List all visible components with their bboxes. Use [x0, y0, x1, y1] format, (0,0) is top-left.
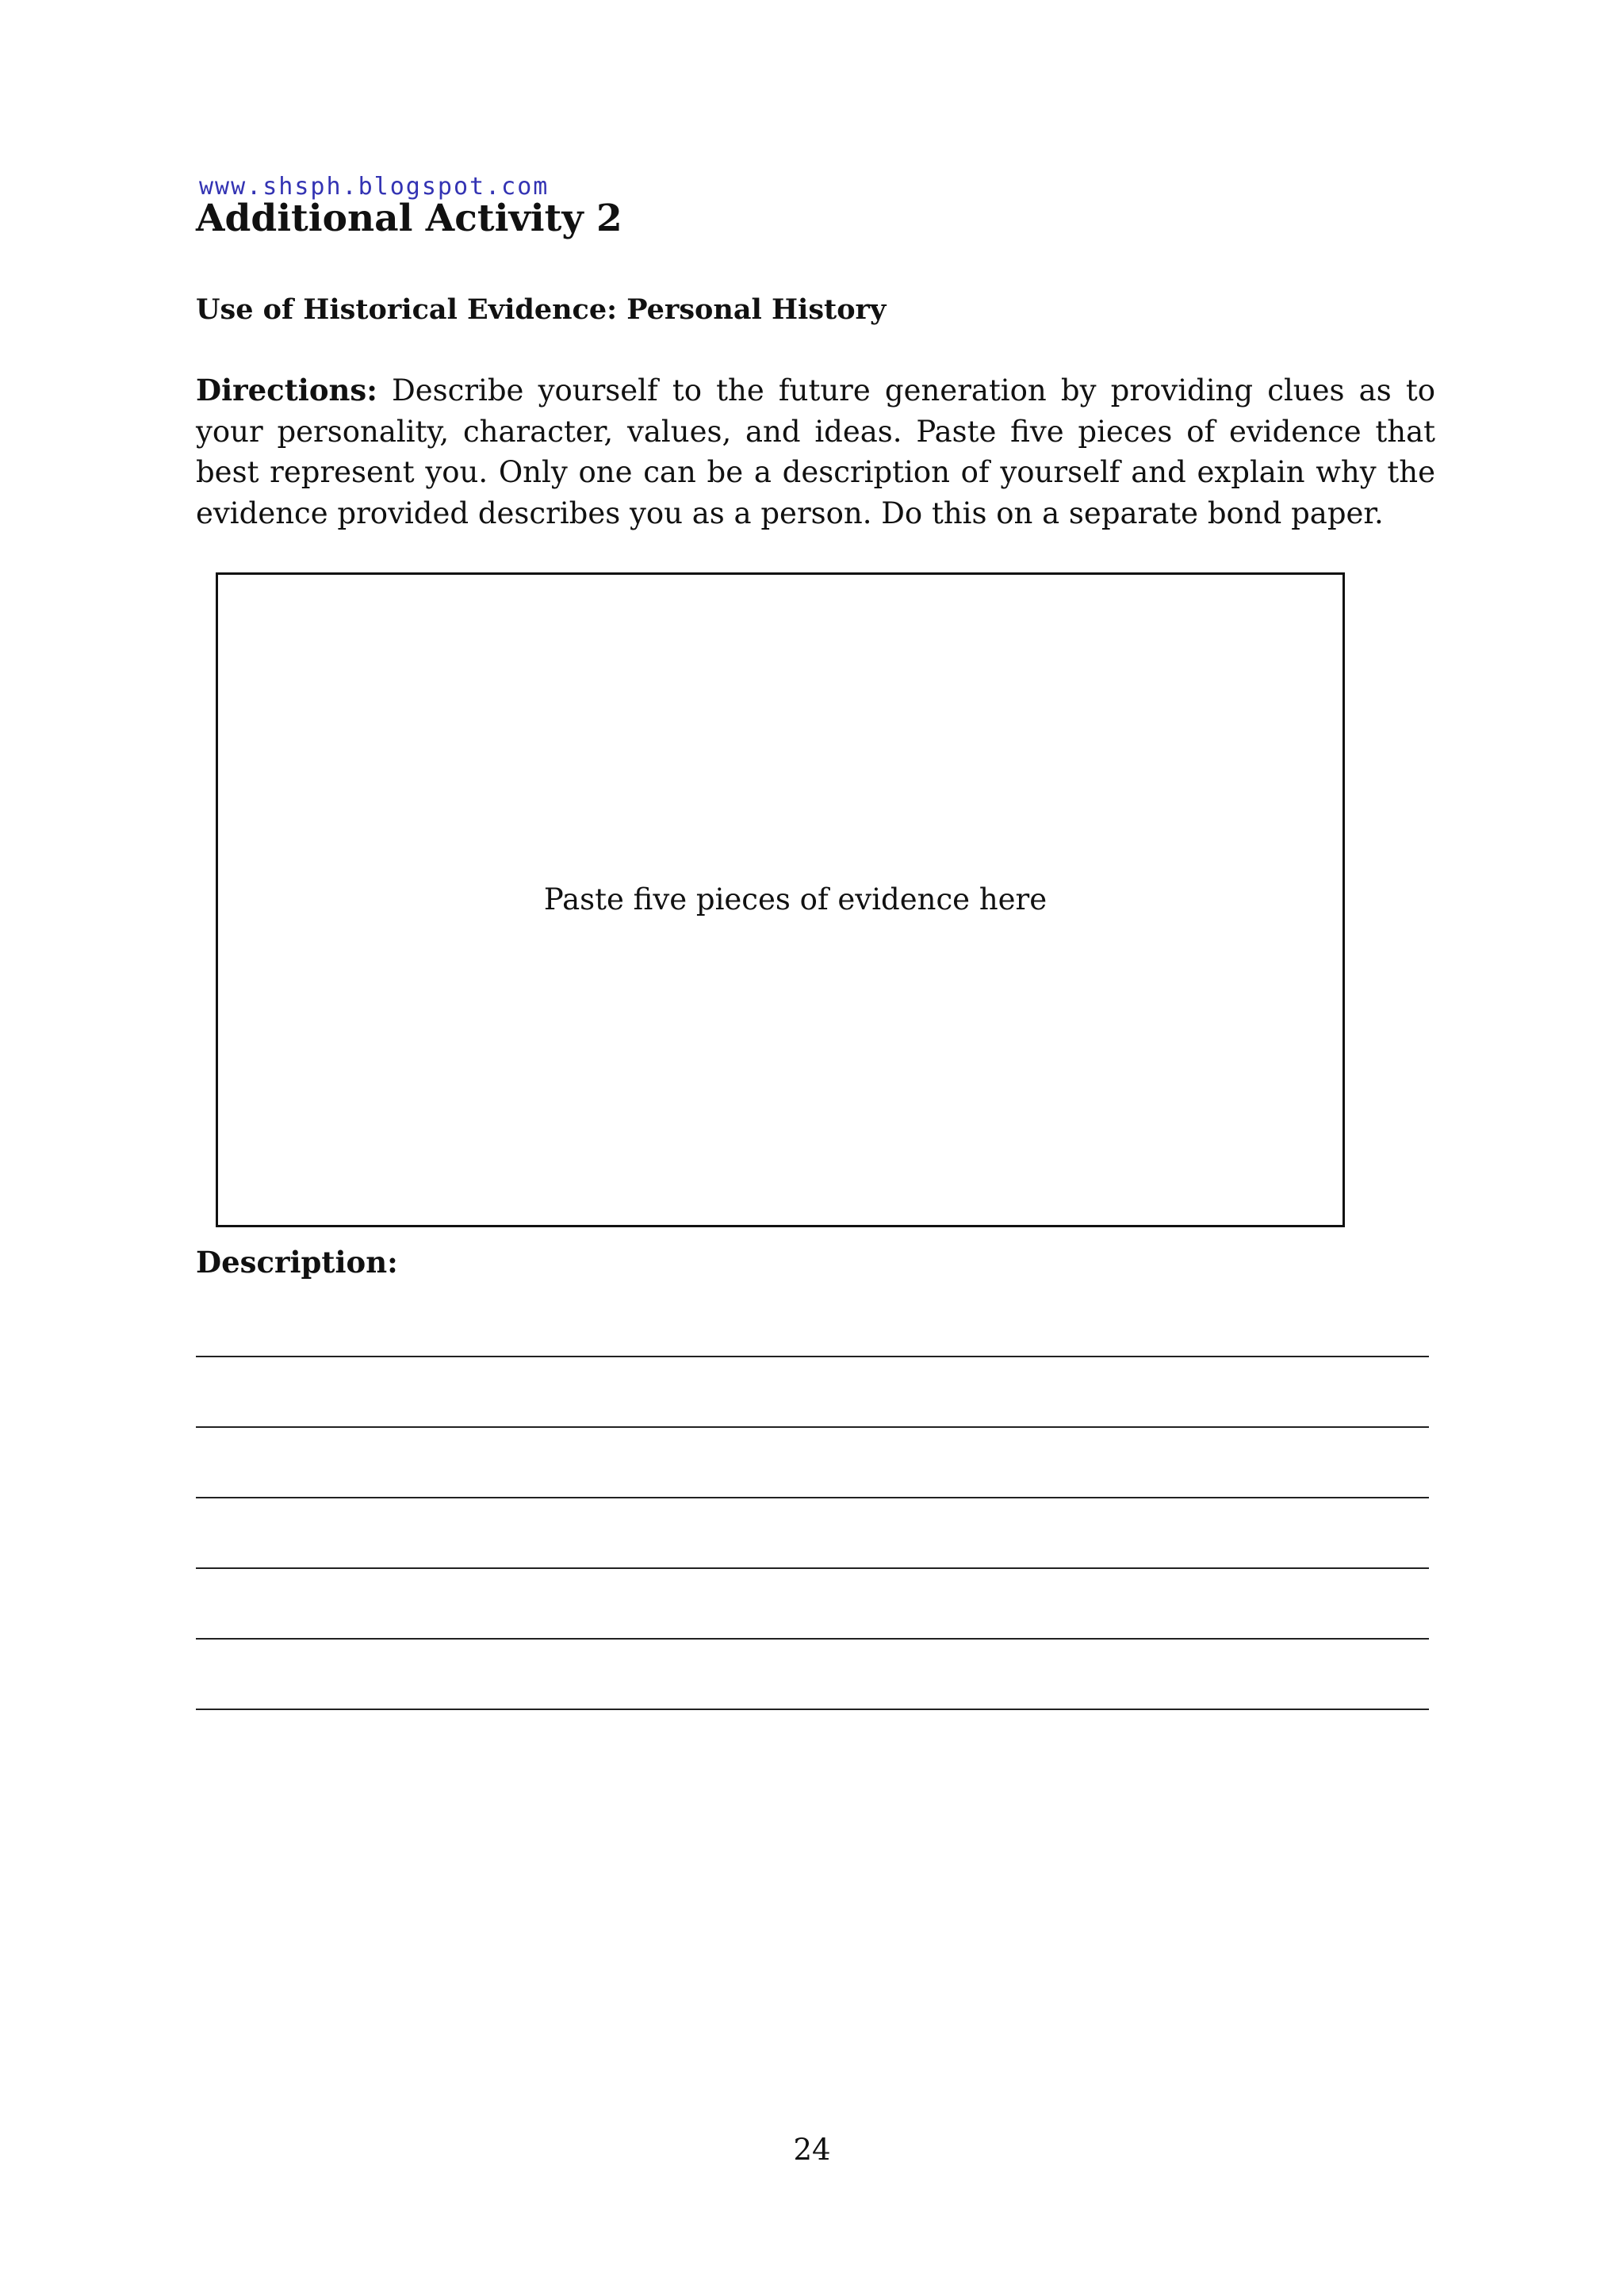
page-number: 24: [793, 2133, 831, 2167]
description-label: Description:: [196, 1245, 398, 1280]
directions-paragraph: [196, 370, 1435, 534]
answer-line: [196, 1709, 1429, 1710]
page-title: Additional Activity 2: [196, 197, 622, 240]
answer-line: [196, 1567, 1429, 1569]
answer-line: [196, 1638, 1429, 1640]
answer-line: [196, 1426, 1429, 1428]
directions-text: Describe yourself to the future generation by providing clues as to your personality, character, values, and ideas. Paste five pieces of evidence that best represent you. Only one can be a description of yourself and explain why the evidence provided describes you as a person. Do this on a separate bond paper.: [196, 373, 1435, 530]
watermark-url: www.shsph.blogspot.com: [199, 173, 550, 201]
evidence-box-prompt: Paste five pieces of evidence here: [543, 882, 1048, 916]
evidence-paste-box: [216, 572, 1345, 1227]
directions-label: Directions:: [196, 373, 377, 408]
answer-line: [196, 1356, 1429, 1357]
activity-subtitle: Use of Historical Evidence: Personal History: [196, 293, 887, 326]
answer-line: [196, 1497, 1429, 1498]
